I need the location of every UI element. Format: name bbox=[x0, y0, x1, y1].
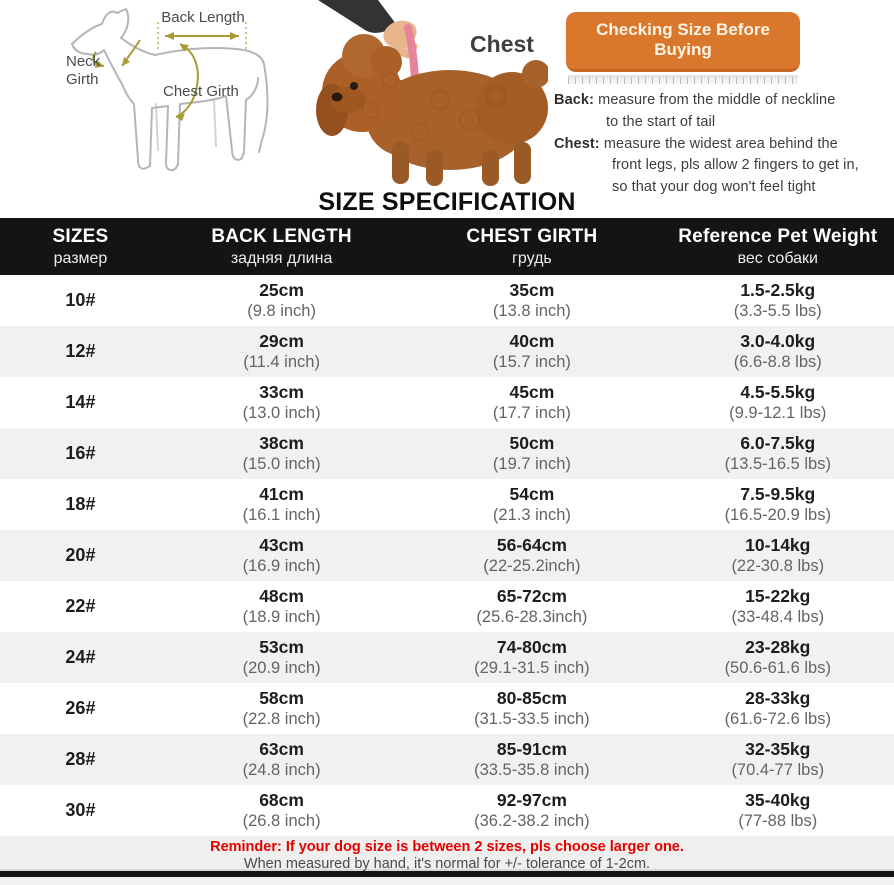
size-cell: 12# bbox=[0, 326, 161, 377]
table-row bbox=[0, 326, 894, 377]
header-sizes bbox=[0, 218, 161, 275]
table-row bbox=[0, 581, 894, 632]
weight-cell: 3.0-4.0kg (6.6-8.8 lbs) bbox=[662, 326, 894, 377]
header-pet-weight-en: Reference Pet Weight bbox=[678, 225, 878, 247]
table-row bbox=[0, 428, 894, 479]
poodle-illustration bbox=[300, 0, 548, 188]
chest-girth-cell: 92-97cm (36.2-38.2 inch) bbox=[474, 789, 590, 830]
neck-girth-label-line2: Girth bbox=[66, 71, 99, 88]
chest-girth-cell: 65-72cm (25.6-28.3inch) bbox=[476, 585, 588, 626]
chest-girth-cell: 50cm (19.7 inch) bbox=[402, 428, 661, 479]
neck-girth-label-line1: Neck bbox=[66, 53, 101, 70]
header-chest-girth-en: CHEST GIRTH bbox=[466, 225, 598, 247]
back-length-cell: 29cm (11.4 inch) bbox=[161, 326, 402, 377]
back-length-label: Back Length bbox=[161, 9, 245, 26]
chest-instruction-line2: front legs, pls allow 2 fingers to get in, bbox=[612, 157, 859, 174]
back-length-cell: 25cm (9.8 inch) bbox=[247, 279, 316, 320]
ruler-graphic bbox=[568, 75, 798, 84]
size-cell: 20# bbox=[0, 530, 161, 581]
chest-girth-cell: 40cm (15.7 inch) bbox=[402, 326, 661, 377]
size-cell: 16# bbox=[0, 428, 161, 479]
chest-girth-cell: 45cm (17.7 inch) bbox=[492, 381, 571, 422]
header-back-length-en: BACK LENGTH bbox=[211, 225, 352, 247]
table-row bbox=[0, 275, 894, 326]
back-instruction-line2: to the start of tail bbox=[606, 113, 716, 130]
weight-cell: 28-33kg (61.6-72.6 lbs) bbox=[724, 687, 831, 728]
back-length-cell: 58cm (22.8 inch) bbox=[242, 687, 321, 728]
chest-girth-cell: 56-64cm (22-25.2inch) bbox=[402, 530, 661, 581]
chest-girth-cell: 35cm (13.8 inch) bbox=[492, 279, 571, 320]
header-back-length-ru: задняя длина bbox=[230, 249, 333, 267]
weight-cell: 6.0-7.5kg (13.5-16.5 lbs) bbox=[662, 428, 894, 479]
size-cell: 24# bbox=[0, 632, 161, 683]
size-cell: 22# bbox=[65, 596, 96, 617]
size-cell: 26# bbox=[65, 698, 96, 719]
chest-term: Chest: bbox=[554, 135, 600, 152]
chest-girth-cell: 85-91cm (33.5-35.8 inch) bbox=[402, 734, 661, 785]
weight-cell: 1.5-2.5kg (3.3-5.5 lbs) bbox=[733, 279, 822, 320]
size-cell: 10# bbox=[65, 290, 96, 311]
header-sizes-en: SIZES bbox=[52, 225, 109, 247]
weight-cell: 15-22kg (33-48.4 lbs) bbox=[731, 585, 825, 626]
back-length-cell: 33cm (13.0 inch) bbox=[242, 381, 321, 422]
chest-instruction-line3: so that your dog won't feel tight bbox=[612, 179, 816, 195]
back-length-cell: 38cm (15.0 inch) bbox=[161, 428, 402, 479]
weight-cell: 23-28kg (50.6-61.6 lbs) bbox=[662, 632, 894, 683]
header-chest-girth bbox=[402, 218, 661, 275]
size-table bbox=[0, 218, 894, 836]
header-pet-weight bbox=[662, 218, 894, 275]
table-row bbox=[0, 530, 894, 581]
chest-photo-label: Chest bbox=[470, 31, 534, 57]
back-length-cell: 63cm (24.8 inch) bbox=[161, 734, 402, 785]
back-length-cell: 41cm (16.1 inch) bbox=[242, 483, 321, 524]
weight-cell: 32-35kg (70.4-77 lbs) bbox=[662, 734, 894, 785]
back-length-cell: 68cm (26.8 inch) bbox=[242, 789, 321, 830]
weight-cell: 7.5-9.5kg (16.5-20.9 lbs) bbox=[724, 483, 831, 524]
header-pet-weight-ru: вес собаки bbox=[737, 249, 818, 267]
table-row bbox=[0, 479, 894, 530]
size-cell: 18# bbox=[65, 494, 96, 515]
back-term: Back: bbox=[554, 92, 594, 108]
size-table-header bbox=[0, 218, 894, 275]
table-row bbox=[0, 632, 894, 683]
size-cell: 14# bbox=[65, 392, 96, 413]
back-length-cell: 43cm (16.9 inch) bbox=[161, 530, 402, 581]
dog-measurement-diagram bbox=[0, 0, 300, 188]
chest-girth-label: Chest Girth bbox=[163, 83, 239, 100]
chest-girth-cell: 54cm (21.3 inch) bbox=[492, 483, 571, 524]
weight-cell: 10-14kg (22-30.8 lbs) bbox=[662, 530, 894, 581]
table-row bbox=[0, 785, 894, 836]
dog-outline-illustration bbox=[0, 0, 300, 188]
table-row bbox=[0, 734, 894, 785]
back-length-cell: 53cm (20.9 inch) bbox=[161, 632, 402, 683]
back-instruction-line1: measure from the middle of neckline bbox=[598, 92, 836, 108]
weight-cell: 35-40kg (77-88 lbs) bbox=[738, 789, 818, 830]
table-row bbox=[0, 377, 894, 428]
size-cell: 28# bbox=[0, 734, 161, 785]
chest-girth-cell: 80-85cm (31.5-33.5 inch) bbox=[474, 687, 590, 728]
page-title: SIZE SPECIFICATION bbox=[318, 188, 576, 216]
table-row bbox=[0, 683, 894, 734]
size-cell: 30# bbox=[65, 800, 96, 821]
checking-size-button[interactable]: Checking Size Before Buying bbox=[566, 12, 800, 72]
chest-girth-cell: 74-80cm (29.1-31.5 inch) bbox=[402, 632, 661, 683]
tolerance-text: When measured by hand, it's normal for +/- tolerance of 1-2cm. bbox=[243, 855, 651, 872]
weight-cell: 4.5-5.5kg (9.9-12.1 lbs) bbox=[729, 381, 827, 422]
chest-instruction-line1: measure the widest area behind the bbox=[603, 135, 838, 152]
arm-sleeve bbox=[318, 0, 396, 33]
reminder-text: Reminder: If your dog size is between 2 sizes, pls choose larger one. bbox=[210, 839, 684, 855]
instructions-panel bbox=[548, 0, 894, 195]
bottom-padding bbox=[0, 877, 894, 885]
header-back-length bbox=[161, 218, 402, 275]
measuring-instructions bbox=[554, 90, 890, 199]
size-table-body bbox=[0, 275, 894, 836]
poodle-photo bbox=[300, 0, 548, 188]
footer-note bbox=[0, 836, 894, 872]
header-chest-girth-ru: грудь bbox=[512, 249, 552, 267]
header-sizes-ru: размер bbox=[53, 249, 108, 267]
back-length-cell: 48cm (18.9 inch) bbox=[242, 585, 321, 626]
top-section bbox=[0, 0, 894, 195]
